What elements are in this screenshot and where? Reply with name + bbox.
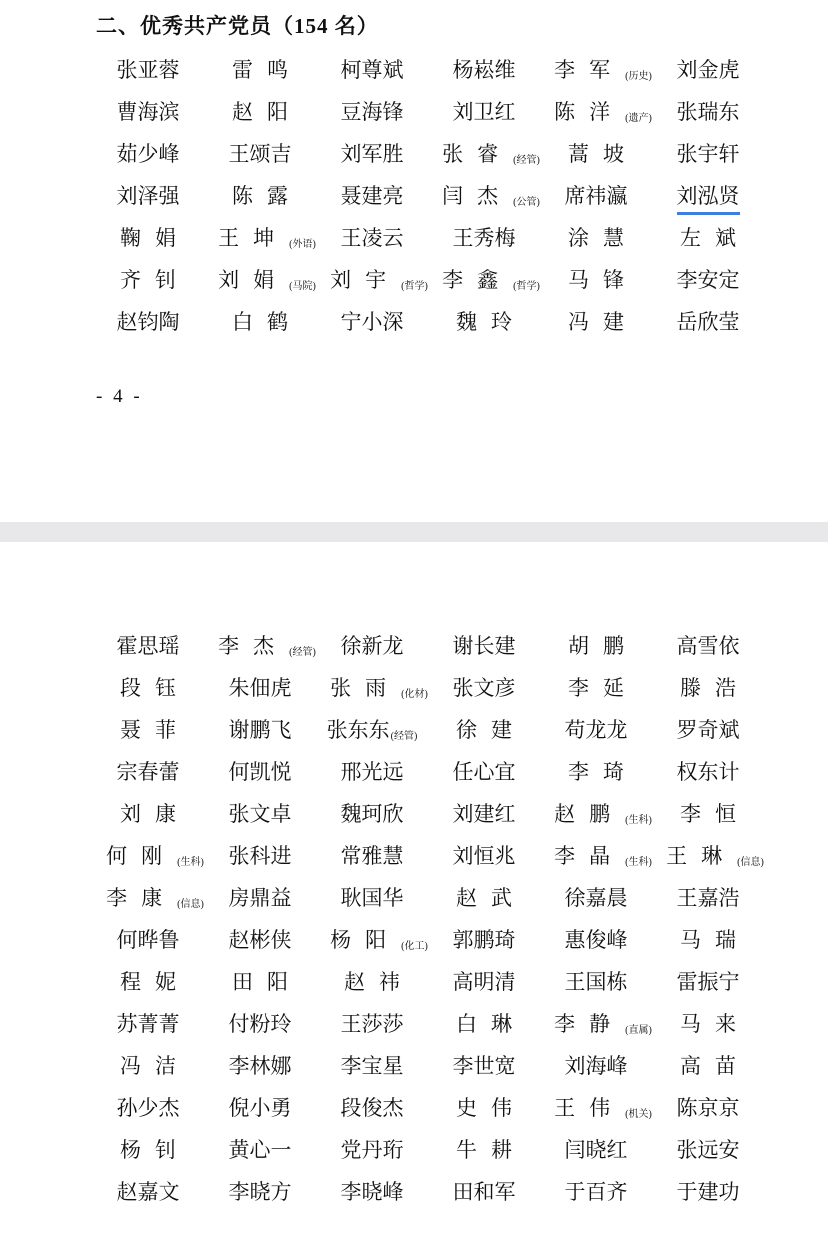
person-name: 李延: [568, 676, 638, 700]
name-cell: [428, 798, 540, 828]
name-cell: [428, 264, 540, 294]
person-name: 王秀梅: [452, 226, 516, 250]
person-name: 于建功: [676, 1180, 740, 1204]
name-cell: [540, 966, 652, 996]
person-name: 左斌: [680, 226, 750, 250]
name-cell: [204, 966, 316, 996]
person-name: 王凌云: [340, 226, 404, 250]
person-name: 高明清: [452, 970, 516, 994]
name-cell: [652, 54, 764, 84]
name-cell: [652, 1008, 764, 1038]
page-number: - 4 -: [96, 386, 143, 407]
person-department-note: (直属): [625, 1025, 652, 1036]
name-cell: [92, 966, 204, 996]
name-cell: [652, 180, 764, 215]
name-row: [0, 1176, 828, 1218]
name-cell: [540, 138, 652, 168]
name-cell: [652, 966, 764, 996]
person-name: 党丹珩: [340, 1138, 404, 1162]
name-cell: [652, 222, 764, 252]
person-name: 谢鹏飞: [228, 718, 292, 742]
person-name: 刘海峰: [564, 1054, 628, 1078]
person-name: 齐钊: [120, 268, 190, 292]
name-cell: [316, 96, 428, 126]
name-cell: [316, 1176, 428, 1206]
person-name: 高苗: [680, 1054, 750, 1078]
name-row: [0, 222, 828, 264]
person-department-note: (信息): [737, 857, 764, 868]
person-name: 刘娟: [218, 268, 289, 292]
name-cell: [92, 1176, 204, 1206]
person-name: 王颂吉: [228, 142, 292, 166]
name-cell: [652, 924, 764, 954]
name-cell: [540, 264, 652, 294]
name-row: [0, 714, 828, 756]
name-cell: [92, 924, 204, 954]
name-cell: [428, 1050, 540, 1080]
name-cell: [204, 840, 316, 870]
person-name: 冯洁: [120, 1054, 190, 1078]
name-cell: [316, 1050, 428, 1080]
person-department-note: (外语): [289, 239, 316, 250]
name-cell: [92, 54, 204, 84]
person-name: 王国栋: [564, 970, 628, 994]
name-cell: [316, 1092, 428, 1122]
person-name: 赵阳: [232, 100, 302, 124]
name-cell: [92, 756, 204, 786]
person-name: 马瑞: [680, 928, 750, 952]
name-row: [0, 756, 828, 798]
name-cell: [92, 180, 204, 210]
person-name: 惠俊峰: [564, 928, 628, 952]
name-cell: [316, 756, 428, 786]
name-cell: [652, 840, 764, 870]
person-name: 付粉玲: [228, 1012, 292, 1036]
person-name: 陈洋: [554, 100, 625, 124]
name-cell: [652, 306, 764, 336]
person-name: 雷鸣: [232, 58, 302, 82]
person-name: 涂慧: [568, 226, 638, 250]
name-cell: [316, 882, 428, 912]
name-cell: [316, 840, 428, 870]
name-cell: [316, 138, 428, 168]
person-name: 李世宽: [452, 1054, 516, 1078]
name-cell: [652, 630, 764, 660]
person-name: 苏菁菁: [116, 1012, 180, 1036]
person-name: 张东东: [326, 718, 390, 742]
name-cell: [92, 96, 204, 126]
person-name: 滕浩: [680, 676, 750, 700]
name-cell: [652, 1176, 764, 1206]
name-cell: [92, 1050, 204, 1080]
person-name: 赵彬侠: [228, 928, 292, 952]
person-name: 李鑫: [442, 268, 513, 292]
name-cell: [428, 138, 540, 168]
name-cell: [92, 630, 204, 660]
name-cell: [204, 714, 316, 744]
person-name: 王嘉浩: [676, 886, 740, 910]
name-cell: [428, 306, 540, 336]
name-cell: [316, 630, 428, 660]
person-name: 赵武: [456, 886, 526, 910]
person-name: 任心宜: [452, 760, 516, 784]
name-cell: [316, 924, 428, 954]
person-name: 段俊杰: [340, 1096, 404, 1120]
person-name: 刘宇: [330, 268, 401, 292]
name-cell: [428, 882, 540, 912]
name-cell: [652, 96, 764, 126]
person-department-note: (生科): [625, 815, 652, 826]
name-cell: [540, 306, 652, 336]
person-name: 孙少杰: [116, 1096, 180, 1120]
person-department-note: (哲学): [401, 281, 428, 292]
person-name: 常雅慧: [340, 844, 404, 868]
person-name: 程妮: [120, 970, 190, 994]
person-name: 高雪依: [676, 634, 740, 658]
name-cell: [316, 180, 428, 210]
name-row: [0, 264, 828, 306]
person-name: 牛耕: [456, 1138, 526, 1162]
person-name: 闫晓红: [564, 1138, 628, 1162]
person-name: 马来: [680, 1012, 750, 1036]
name-cell: [204, 222, 316, 252]
person-department-note: (历史): [625, 71, 652, 82]
name-cell: [428, 1176, 540, 1206]
person-name: 徐嘉晨: [564, 886, 628, 910]
name-cell: [428, 1008, 540, 1038]
name-cell: [540, 1092, 652, 1122]
person-name: 闫杰: [442, 184, 513, 208]
person-name: 杨崧维: [452, 58, 516, 82]
person-name: 刘康: [120, 802, 190, 826]
name-cell: [540, 882, 652, 912]
document-page-1: [0, 0, 828, 522]
person-name: 白鹤: [232, 310, 302, 334]
name-row: [0, 1092, 828, 1134]
name-cell: [540, 96, 652, 126]
person-name: 陈京京: [676, 1096, 740, 1120]
person-department-note: (经管): [289, 647, 316, 658]
name-cell: [428, 96, 540, 126]
name-cell: [652, 1050, 764, 1080]
name-cell: [428, 1134, 540, 1164]
name-cell: [316, 264, 428, 294]
person-name: 徐建: [456, 718, 526, 742]
person-name: 李宝星: [340, 1054, 404, 1078]
name-cell: [204, 264, 316, 294]
name-row: [0, 798, 828, 840]
name-cell: [316, 714, 428, 744]
person-name: 白琳: [456, 1012, 526, 1036]
name-cell: [204, 306, 316, 336]
name-cell: [540, 180, 652, 210]
name-cell: [204, 882, 316, 912]
person-name: 赵鹏: [554, 802, 625, 826]
person-department-note: (哲学): [513, 281, 540, 292]
person-name: 李杰: [218, 634, 289, 658]
name-cell: [652, 672, 764, 702]
name-cell: [316, 306, 428, 336]
person-name: 耿国华: [340, 886, 404, 910]
name-cell: [540, 924, 652, 954]
name-cell: [428, 54, 540, 84]
name-cell: [316, 1008, 428, 1038]
person-name: 李安定: [676, 268, 740, 292]
name-cell: [540, 714, 652, 744]
person-name: 宁小深: [340, 310, 404, 334]
name-grid-page-1: [0, 40, 828, 348]
name-cell: [540, 756, 652, 786]
name-cell: [540, 840, 652, 870]
name-cell: [92, 264, 204, 294]
name-cell: [204, 924, 316, 954]
person-name: 刘金虎: [676, 58, 740, 82]
person-name: 岳欣莹: [676, 310, 740, 334]
person-name: 黄心一: [228, 1138, 292, 1162]
person-name: 席祎瀛: [564, 184, 628, 208]
name-cell: [204, 1092, 316, 1122]
person-name: 李林娜: [228, 1054, 292, 1078]
name-row: [0, 672, 828, 714]
person-name: 李晶: [554, 844, 625, 868]
name-cell: [652, 1134, 764, 1164]
person-name: 何刚: [106, 844, 177, 868]
person-department-note: (机关): [625, 1109, 652, 1120]
person-department-note: (公管): [513, 197, 540, 208]
name-row: [0, 924, 828, 966]
person-name: 苟龙龙: [564, 718, 628, 742]
person-name: 赵钧陶: [116, 310, 180, 334]
name-cell: [428, 756, 540, 786]
person-name: 邢光远: [340, 760, 404, 784]
name-cell: [92, 714, 204, 744]
person-name: 倪小勇: [228, 1096, 292, 1120]
person-name: 杨钊: [120, 1138, 190, 1162]
person-department-note: (遗产): [625, 113, 652, 124]
person-department-note: (化材): [401, 689, 428, 700]
person-name: 罗奇斌: [676, 718, 740, 742]
name-cell: [204, 1008, 316, 1038]
person-name: 胡鹏: [568, 634, 638, 658]
person-name: 田阳: [232, 970, 302, 994]
name-cell: [652, 756, 764, 786]
person-name: 刘泓贤: [677, 180, 740, 215]
person-department-note: (化工): [401, 941, 428, 952]
person-name: 张文卓: [228, 802, 292, 826]
name-row: [0, 306, 828, 348]
person-name: 何凯悦: [228, 760, 292, 784]
name-cell: [92, 798, 204, 828]
person-name: 王坤: [218, 226, 289, 250]
name-cell: [428, 630, 540, 660]
name-cell: [204, 756, 316, 786]
person-name: 郭鹏琦: [452, 928, 516, 952]
name-row: [0, 180, 828, 222]
name-cell: [316, 798, 428, 828]
name-cell: [428, 222, 540, 252]
person-name: 刘建红: [452, 802, 516, 826]
person-name: 史伟: [456, 1096, 526, 1120]
name-cell: [92, 1008, 204, 1038]
name-cell: [92, 306, 204, 336]
name-cell: [92, 840, 204, 870]
person-name: 王伟: [554, 1096, 625, 1120]
person-name: 曹海滨: [116, 100, 180, 124]
name-row: [0, 96, 828, 138]
name-cell: [204, 1134, 316, 1164]
name-cell: [652, 264, 764, 294]
name-row: [0, 1008, 828, 1050]
name-cell: [428, 714, 540, 744]
person-name: 霍思瑶: [116, 634, 180, 658]
name-row: [0, 1134, 828, 1176]
person-name: 张文彦: [452, 676, 516, 700]
person-name: 房鼎益: [228, 886, 292, 910]
person-name: 刘恒兆: [452, 844, 516, 868]
name-cell: [92, 672, 204, 702]
person-name: 王琳: [666, 844, 737, 868]
person-name: 刘军胜: [340, 142, 404, 166]
name-cell: [204, 1050, 316, 1080]
person-name: 蒿坡: [568, 142, 638, 166]
person-name: 赵祎: [344, 970, 414, 994]
name-cell: [428, 672, 540, 702]
person-department-note: (生科): [625, 857, 652, 868]
person-name: 赵嘉文: [116, 1180, 180, 1204]
name-row: [0, 882, 828, 924]
person-name: 柯尊斌: [340, 58, 404, 82]
name-cell: [540, 1176, 652, 1206]
person-name: 张雨: [330, 676, 401, 700]
page-separator: [0, 522, 828, 542]
person-name: 段钰: [120, 676, 190, 700]
name-cell: [428, 840, 540, 870]
name-cell: [316, 672, 428, 702]
name-cell: [92, 222, 204, 252]
person-name: 李静: [554, 1012, 625, 1036]
person-department-note: (马院): [289, 281, 316, 292]
person-name: 田和军: [452, 1180, 516, 1204]
person-name: 李军: [554, 58, 625, 82]
name-cell: [428, 1092, 540, 1122]
name-cell: [92, 1134, 204, 1164]
name-cell: [652, 1092, 764, 1122]
person-name: 李康: [106, 886, 177, 910]
person-name: 谢长建: [452, 634, 516, 658]
person-name: 李晓方: [228, 1180, 292, 1204]
name-cell: [540, 630, 652, 660]
person-name: 魏玲: [456, 310, 526, 334]
page-title: 二、优秀共产党员（154 名）: [96, 14, 379, 38]
person-name: 马锋: [568, 268, 638, 292]
name-cell: [540, 1008, 652, 1038]
name-cell: [652, 138, 764, 168]
person-name: 鞠娟: [120, 226, 190, 250]
name-cell: [428, 180, 540, 210]
person-department-note: (生科): [177, 857, 204, 868]
name-cell: [92, 138, 204, 168]
name-cell: [428, 966, 540, 996]
name-row: [0, 1050, 828, 1092]
name-cell: [540, 222, 652, 252]
person-name: 何晔鲁: [116, 928, 180, 952]
name-cell: [428, 924, 540, 954]
name-cell: [204, 54, 316, 84]
name-row: [0, 54, 828, 96]
person-name: 陈露: [232, 184, 302, 208]
name-row: [0, 840, 828, 882]
person-name: 王莎莎: [340, 1012, 404, 1036]
name-cell: [204, 1176, 316, 1206]
name-cell: [204, 798, 316, 828]
person-name: 聂菲: [120, 718, 190, 742]
name-cell: [540, 798, 652, 828]
name-cell: [652, 798, 764, 828]
person-name: 李晓峰: [340, 1180, 404, 1204]
person-name: 权东计: [676, 760, 740, 784]
name-cell: [204, 672, 316, 702]
person-name: 张远安: [676, 1138, 740, 1162]
person-name: 豆海锋: [340, 100, 404, 124]
name-cell: [204, 96, 316, 126]
name-cell: [92, 1092, 204, 1122]
person-name: 冯建: [568, 310, 638, 334]
person-name: 朱佃虎: [228, 676, 292, 700]
person-name: 张瑞东: [676, 100, 740, 124]
name-cell: [204, 180, 316, 210]
person-name: 刘泽强: [116, 184, 180, 208]
name-cell: [540, 54, 652, 84]
name-cell: [316, 966, 428, 996]
person-name: 李恒: [680, 802, 750, 826]
name-grid-page-2: [0, 630, 828, 1218]
name-cell: [540, 1134, 652, 1164]
person-name: 聂建亮: [340, 184, 404, 208]
person-name: 刘卫红: [452, 100, 516, 124]
person-name: 李琦: [568, 760, 638, 784]
person-department-note: (经管): [390, 731, 418, 742]
person-name: 于百齐: [564, 1180, 628, 1204]
name-row: [0, 138, 828, 180]
person-name: 张宇轩: [676, 142, 740, 166]
person-name: 张科进: [228, 844, 292, 868]
person-department-note: (信息): [177, 899, 204, 910]
person-name: 茹少峰: [116, 142, 180, 166]
name-cell: [316, 1134, 428, 1164]
person-name: 张亚蓉: [116, 58, 180, 82]
name-cell: [540, 1050, 652, 1080]
name-cell: [204, 630, 316, 660]
name-cell: [652, 882, 764, 912]
person-name: 杨阳: [330, 928, 401, 952]
name-cell: [204, 138, 316, 168]
document-page-2: [0, 542, 828, 1238]
person-name: 宗春蕾: [116, 760, 180, 784]
person-name: 张睿: [442, 142, 513, 166]
person-name: 雷振宁: [676, 970, 740, 994]
person-name: 徐新龙: [340, 634, 404, 658]
name-row: [0, 966, 828, 1008]
person-name: 魏珂欣: [340, 802, 404, 826]
name-cell: [540, 672, 652, 702]
name-cell: [316, 222, 428, 252]
name-cell: [652, 714, 764, 744]
name-row: [0, 630, 828, 672]
person-department-note: (经管): [513, 155, 540, 166]
name-cell: [316, 54, 428, 84]
name-cell: [92, 882, 204, 912]
